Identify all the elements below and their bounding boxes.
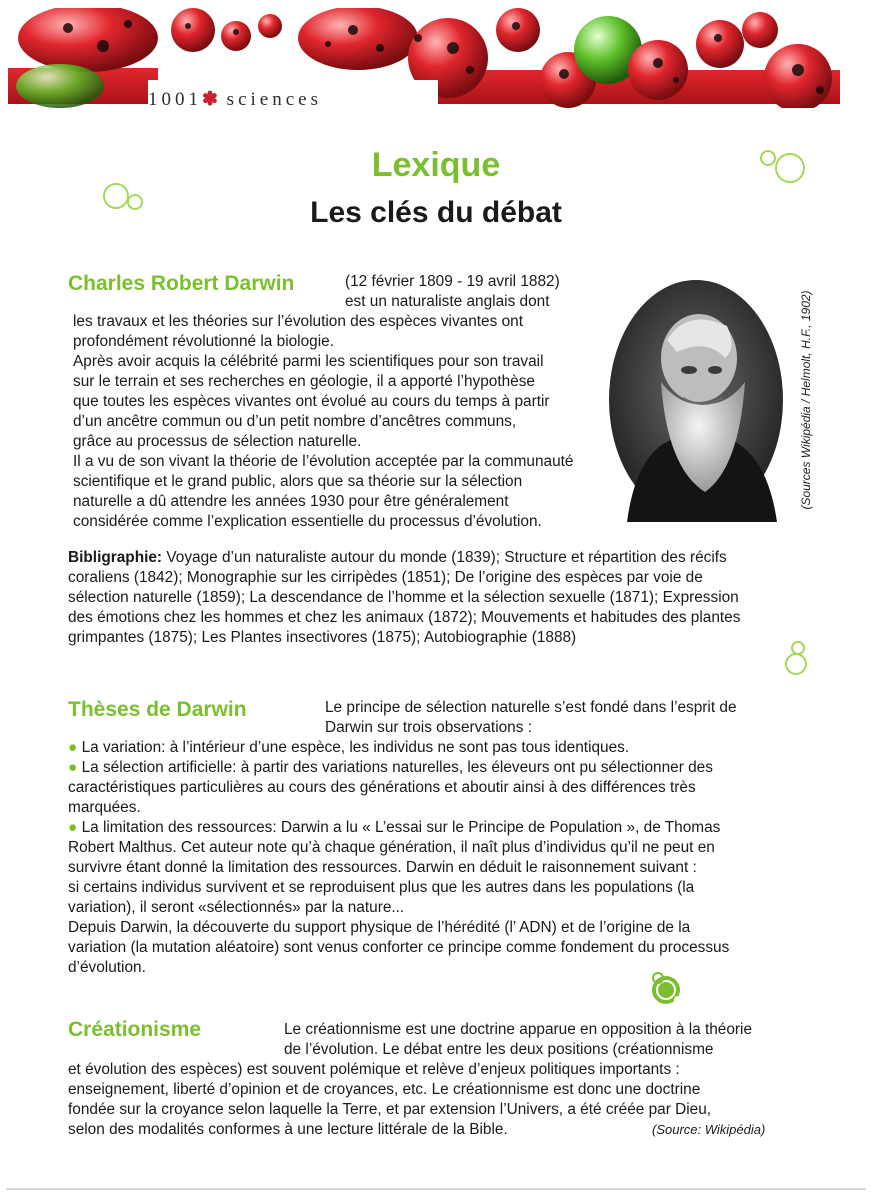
bullet-icon: ● <box>68 759 78 776</box>
page-subtitle: Les clés du débat <box>310 196 562 229</box>
darwin-line: profondément révolutionné la biologie. <box>73 333 334 350</box>
darwin-line: naturelle a dû attendre les années 1930 pour être généralement <box>73 493 509 510</box>
creationnisme-line: fondée sur la croyance selon laquelle la Terre, et par extension l’Univers, a été créée par Dieu, <box>68 1101 712 1118</box>
theses-closing-line: d’évolution. <box>68 959 146 976</box>
darwin-line: que toutes les espèces vivantes ont évolué au cours du temps à partir <box>73 393 550 410</box>
brand-word: sciences <box>226 89 322 110</box>
bullet-icon: ● <box>68 739 78 756</box>
creationnisme-source: (Source: Wikipédia) <box>652 1122 766 1137</box>
theses-bullet-3-line: variation), il seront «sélectionnés» par la nature... <box>68 899 405 916</box>
darwin-line: Après avoir acquis la célébrité parmi les scientifiques pour son travail <box>73 353 544 370</box>
page-title: Lexique <box>371 146 501 184</box>
brand-number: 1001 <box>148 89 202 110</box>
theses-heading: Thèses de Darwin <box>68 698 247 721</box>
darwin-line: sur le terrain et ses recherches en géologie, il a apporté l’hypothèse <box>73 373 535 390</box>
darwin-portrait <box>607 278 785 522</box>
creationnisme-heading: Créationisme <box>68 1018 202 1041</box>
darwin-line: Il a vu de son vivant la théorie de l’évolution acceptée par la communauté <box>73 453 574 470</box>
theses-intro-1: Le principe de sélection naturelle s’est fondé dans l’esprit de <box>325 699 737 716</box>
bibliography-line: grimpantes (1875); Les Plantes insectivores (1875); Autobiographie (1888) <box>68 629 577 646</box>
darwin-line: grâce au processus de sélection naturelle. <box>73 433 362 450</box>
brand-logo <box>148 88 322 111</box>
page-bottom-rule <box>6 1188 866 1190</box>
theses-bullet-3-line: si certains individus survivent et se reproduisent plus que les autres dans les populations (la <box>68 879 695 896</box>
theses-bullet-2-line: marquées. <box>68 799 141 816</box>
darwin-body <box>73 312 586 532</box>
theses-closing-line: Depuis Darwin, la découverte du support physique de l’hérédité (l’ ADN) et de l’origine de la <box>68 919 691 936</box>
theses-bullet-3-line: survivre étant donné la limitation des ressources. Darwin en déduit le raisonnement suivant : <box>68 859 697 876</box>
darwin-line: scientifique et le grand public, alors que sa théorie sur la sélection <box>73 473 523 490</box>
bubbles-icon <box>782 638 812 678</box>
creationnisme-intro-1: Le créationnisme est une doctrine apparue en opposition à la théorie <box>284 1021 753 1038</box>
darwin-line: considérée comme l’explication essentielle du processus d’évolution. <box>73 513 542 530</box>
theses-body <box>68 738 783 978</box>
darwin-line: les travaux et les théories sur l’évolution des espèces vivantes ont <box>73 313 523 330</box>
bibliography-line: coraliens (1842); Monographie sur les cirripèdes (1851); De l’origine des espèces par voie de <box>68 569 703 586</box>
bibliography <box>68 548 783 648</box>
header-banner <box>8 8 840 108</box>
creationnisme-intro-2: de l’évolution. Le débat entre les deux positions (créationnisme <box>284 1041 714 1058</box>
photo-source: (Sources Wikipédia / Helmolt, H.F., 1902) <box>799 290 813 510</box>
bullet-icon: ● <box>68 819 78 836</box>
theses-intro-2: Darwin sur trois observations : <box>325 719 532 736</box>
darwin-dates: (12 février 1809 - 19 avril 1882) <box>345 273 560 290</box>
brand-flower-icon: ✽ <box>202 89 218 110</box>
creationnisme-body <box>68 1060 783 1120</box>
bibliography-line: des émotions chez les hommes et chez les animaux (1872); Mouvements et habitudes des plantes <box>68 609 741 626</box>
darwin-heading: Charles Robert Darwin <box>68 272 295 295</box>
creationnisme-line: et évolution des espèces) est souvent polémique et relève d’enjeux politiques importants : <box>68 1061 680 1078</box>
theses-bullet-3-line: La limitation des ressources: Darwin a lu « L’essai sur le Principe de Population », de Thomas <box>81 819 721 836</box>
creationnisme-last-line: selon des modalités conformes à une lecture littérale de la Bible. <box>68 1121 508 1138</box>
creationnisme-line: enseignement, liberté d’opinion et de croyances, etc. Le créationnisme est donc une doctrine <box>68 1081 701 1098</box>
theses-bullet-3-line: Robert Malthus. Cet auteur note qu’à chaque génération, il naît plus d’individus qu’il ne peut en <box>68 839 715 856</box>
bibliography-label: Bibligraphie: <box>68 549 163 566</box>
theses-closing-line: variation (la mutation aléatoire) sont venus conforter ce principe comme fondement du processus <box>68 939 730 956</box>
theses-bullet-2-line: caractéristiques particulières au cours des générations et aboutir ainsi à des différences très <box>68 779 696 796</box>
bibliography-line: Voyage d’un naturaliste autour du monde (1839); Structure et répartition des récifs <box>166 549 727 566</box>
darwin-intro-line: est un naturaliste anglais dont <box>345 293 550 310</box>
theses-bullet-2-line: La sélection artificielle: à partir des variations naturelles, les éleveurs ont pu sélectionner des <box>81 759 713 776</box>
bibliography-line: sélection naturelle (1859); La descendance de l’homme et la sélection sexuelle (1871); Expression <box>68 589 739 606</box>
darwin-line: d’un ancêtre commun ou d’un petit nombre d’ancêtres communs, <box>73 413 517 430</box>
theses-bullet-1: La variation: à l’intérieur d’une espèce, les individus ne sont pas tous identiques. <box>81 739 630 756</box>
